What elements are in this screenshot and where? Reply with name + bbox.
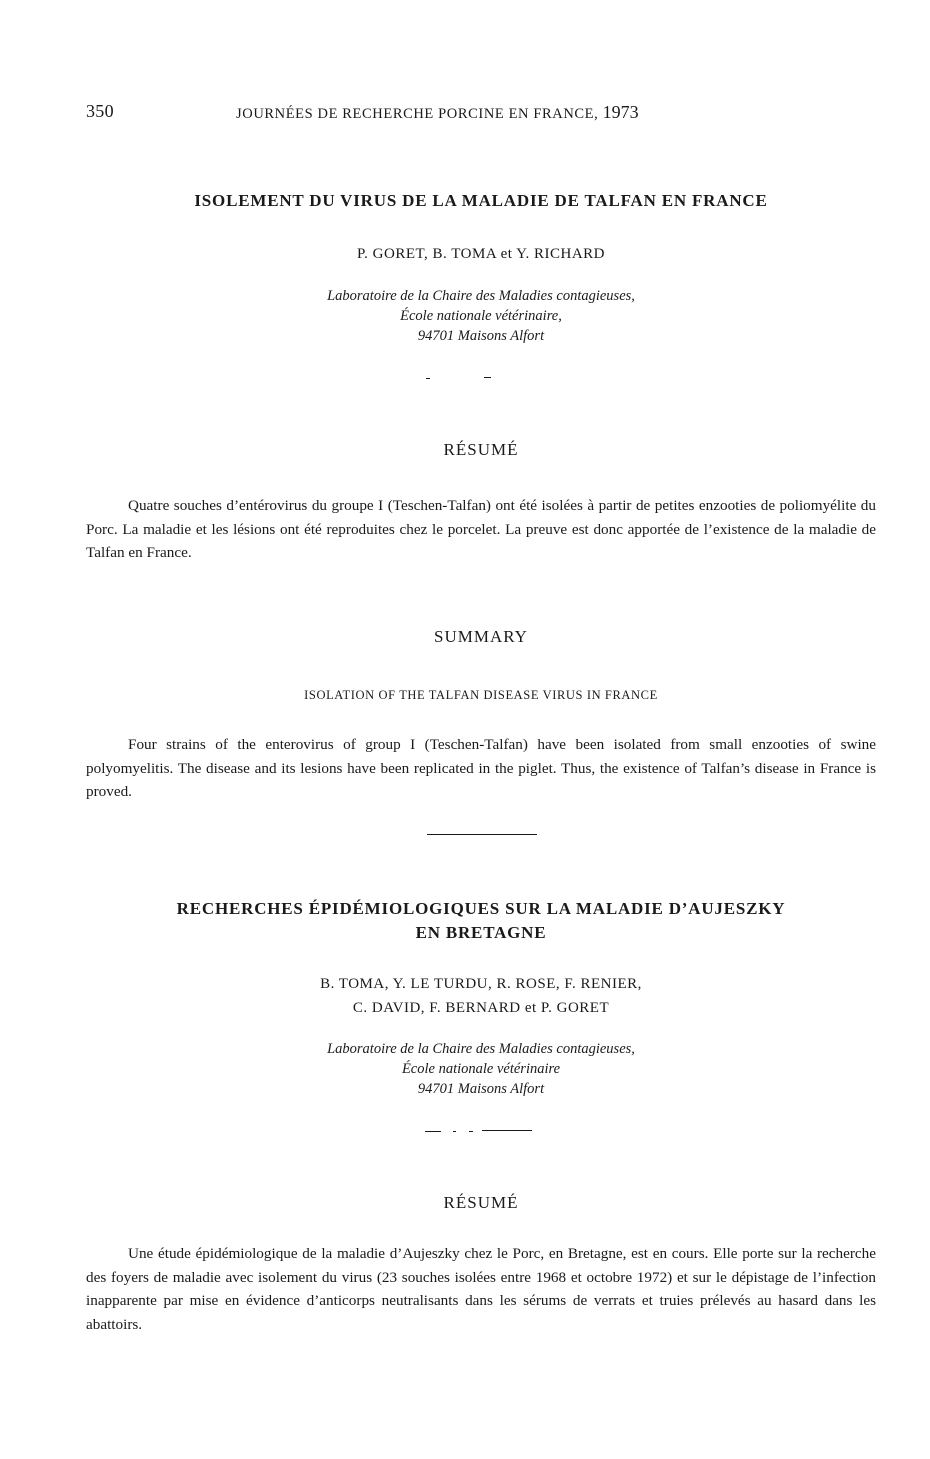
article2-affiliation xyxy=(86,1039,876,1099)
title-line: EN BRETAGNE xyxy=(415,923,547,942)
affiliation-line: Laboratoire de la Chaire des Maladies contagieuses, xyxy=(327,1041,635,1057)
article1-authors: P. GORET, B. TOMA et Y. RICHARD xyxy=(356,246,606,262)
affiliation-line: Laboratoire de la Chaire des Maladies contagieuses, xyxy=(327,288,635,304)
separator-dash xyxy=(482,1130,532,1131)
authors-line: B. TOMA, Y. LE TURDU, R. ROSE, F. RENIER, xyxy=(320,976,642,992)
article1-affiliation xyxy=(86,286,876,346)
separator-dash xyxy=(453,1131,456,1132)
article2-authors xyxy=(86,972,876,1020)
article2-resume-heading: RÉSUMÉ xyxy=(443,1193,519,1212)
journal-title: JOURNÉES DE RECHERCHE PORCINE EN FRANCE, 1973 xyxy=(236,102,639,122)
title-line: RECHERCHES ÉPIDÉMIOLOGIQUES SUR LA MALADIE D’AUJESZKY xyxy=(176,899,786,918)
article-divider xyxy=(427,834,537,835)
article1-summary-heading: SUMMARY xyxy=(434,627,528,646)
article2-title xyxy=(86,897,876,945)
separator-dash xyxy=(426,378,430,379)
affiliation-line: École nationale vétérinaire, xyxy=(400,308,562,324)
affiliation-line: École nationale vétérinaire xyxy=(401,1061,561,1077)
authors-line: C. DAVID, F. BERNARD et P. GORET xyxy=(352,1000,610,1016)
separator-dash xyxy=(484,377,491,378)
article1-title: ISOLEMENT DU VIRUS DE LA MALADIE DE TALFAN EN FRANCE xyxy=(194,191,768,210)
article2-resume-text: Une étude épidémiologique de la maladie d’Aujeszky chez le Porc, en Bretagne, est en cours. Elle porte sur la recherche des foyers de maladie avec isolement du virus (23 souches isolées entre 1968 et octobre 1972) et sur le dépistage de l’infection inapparente par mise en évidence d’anticorps neutralisants dans les sérums de verrats et truies prélevés au hasard dans les abattoirs. xyxy=(86,1245,876,1333)
article1-resume-text: Quatre souches d’entérovirus du groupe I (Teschen-Talfan) ont été isolées à partir de petites enzooties de poliomyélite du Porc. La maladie et les lésions ont été reproduites chez le porcelet. La preuve est donc apportée de l’existence de la maladie de Talfan en France. xyxy=(86,497,876,561)
article1-summary-subtitle: ISOLATION OF THE TALFAN DISEASE VIRUS IN FRANCE xyxy=(304,688,658,702)
separator-dash xyxy=(469,1131,473,1132)
page-number: 350 xyxy=(86,101,114,121)
journal-year: 1973 xyxy=(602,102,639,122)
affiliation-line: 94701 Maisons Alfort xyxy=(417,1081,545,1097)
separator-dash xyxy=(425,1131,441,1132)
article1-resume-heading: RÉSUMÉ xyxy=(443,440,519,459)
article1-summary-text: Four strains of the enterovirus of group I (Teschen-Talfan) have been isolated from small enzooties of swine polyomyelitis. The disease and its lesions have been replicated in the piglet. Thus, the existence of Talfan’s disease in France is proved. xyxy=(86,736,876,800)
affiliation-line: 94701 Maisons Alfort xyxy=(417,328,545,344)
